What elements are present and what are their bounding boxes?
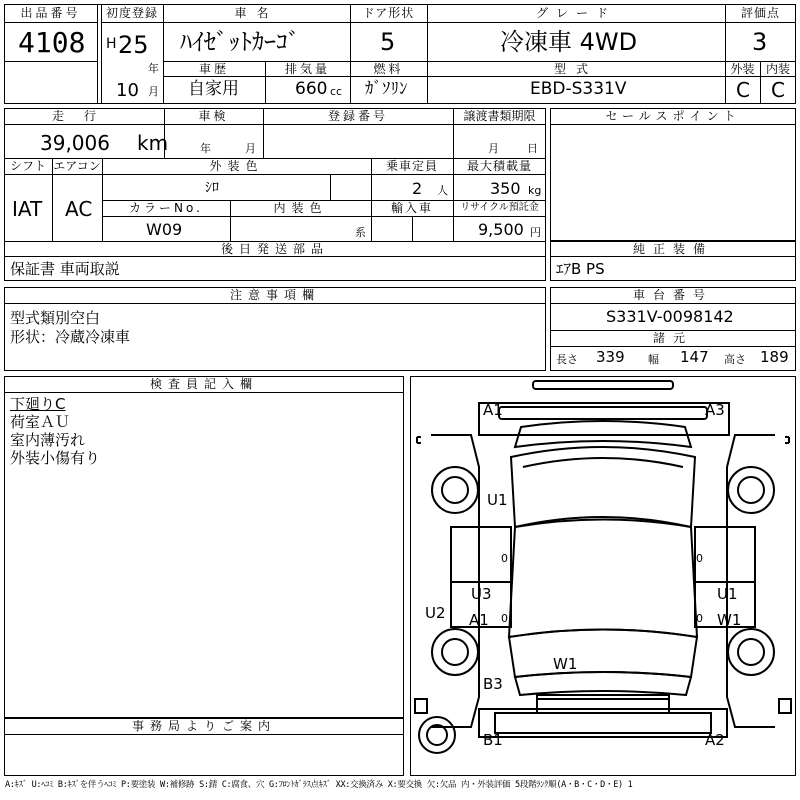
import-label: 輸入車 (390, 201, 433, 215)
mark-w1-center: W1 (553, 655, 578, 673)
caution-line-2: 形状：冷蔵冷凍車 (10, 328, 131, 346)
int-color-label: 内装色 (273, 201, 328, 215)
genuine-label: 純正装備 (632, 242, 713, 256)
parts-value: 保証書 車両取説 (10, 260, 120, 278)
shift-value: IAT (12, 197, 43, 221)
lot-number-label: 出品番号 (20, 6, 81, 20)
car-name-value: ﾊｲｾﾞｯﾄｶｰｺﾞ (180, 28, 300, 56)
load-label: 最大積載量 (466, 159, 532, 173)
legend-line: A:ｷｽﾞ U:ﾍｺﾐ B:ｷｽﾞを伴うﾍｺﾐ P:要塗装 W:補修跡 S:錆 C:腐食、穴 G:ﾌﾛﾝﾄｶﾞﾗｽ点ｷｽﾞ XX:交換済み X:要交換 欠:欠品 内・外装評価 5段階ﾗﾝｸ順(A・B・C・D・E) 1 (5, 780, 633, 790)
mark-a1-top: A1 (483, 401, 503, 419)
door-label: ドア形状 (362, 6, 415, 20)
office-label: 事務局よりご案内 (131, 719, 276, 733)
transfer-doc-label: 譲渡書類期限 (463, 109, 536, 123)
fuel-value: ｶﾞｿﾘﾝ (365, 79, 408, 99)
transfer-month-unit: 月 (488, 142, 499, 155)
model-label: 型式 (553, 62, 598, 76)
capacity-unit: 人 (437, 184, 448, 197)
parts-label: 後日発送部品 (220, 242, 329, 256)
mark-u1-right: U1 (717, 585, 738, 603)
genuine-value: ｴｱB PS (556, 260, 605, 278)
inspector-line-3: 室内薄汚れ (10, 431, 86, 449)
mark-w1-right: W1 (717, 611, 742, 629)
reg-no-label: 登録番号 (327, 109, 388, 123)
model-value: EBD-S331V (530, 79, 627, 99)
caution-label: 注意事項欄 (229, 288, 320, 302)
mark-a1-mid: A1 (469, 611, 489, 629)
color-no-label: カラーNo. (129, 201, 203, 215)
score-value: 3 (752, 28, 768, 56)
mark-b1: B1 (483, 731, 503, 749)
month-unit: 月 (148, 85, 159, 98)
ext-color-label: 外装色 (209, 159, 264, 173)
sales-label: セールスポイント (605, 109, 741, 123)
height-value: 189 (760, 348, 789, 366)
width-value: 147 (680, 348, 709, 366)
recycle-value: 9,500 (478, 220, 524, 239)
mark-b3: B3 (483, 675, 503, 693)
exterior-label: 外装 (730, 62, 755, 76)
displacement-unit: cc (330, 85, 343, 98)
history-value: 自家用 (188, 79, 239, 99)
caution-line-1: 型式類別空白 (10, 309, 101, 327)
door-value: 5 (380, 28, 396, 56)
inspection-year-unit: 年 (200, 142, 211, 155)
capacity-value: 2 (412, 179, 423, 198)
length-label: 長さ (556, 353, 578, 366)
displacement-label: 排気量 (284, 62, 330, 76)
transfer-day-unit: 日 (527, 142, 538, 155)
aircon-label: エアコン (53, 159, 101, 173)
aircon-value: AC (65, 197, 93, 221)
inspector-label: 検査員記入欄 (149, 377, 258, 391)
mark-a2: A2 (705, 731, 725, 749)
first-reg-label: 初度登録 (105, 6, 158, 20)
lot-number-value: 4108 (18, 26, 86, 59)
year-value: 25 (118, 31, 149, 59)
month-value: 10 (116, 80, 139, 101)
dims-label: 諸元 (652, 331, 693, 345)
load-value: 350 (490, 179, 521, 198)
inspection-month-unit: 月 (245, 142, 256, 155)
score-label: 評価点 (740, 6, 780, 20)
mark-u3: U3 (471, 585, 492, 603)
color-no-value: W09 (146, 220, 183, 239)
fuel-label: 燃料 (373, 62, 404, 76)
displacement-value: 660 (295, 79, 328, 99)
mileage-unit: km (137, 131, 169, 155)
car-name-label: 車名 (234, 6, 279, 20)
mark-u2: U2 (425, 604, 446, 622)
recycle-unit: 円 (530, 226, 541, 239)
grade-value: 冷凍車 4WD (500, 28, 638, 56)
recycle-label: リサイクル預託金 (460, 202, 539, 213)
mark-u1-left: U1 (487, 491, 508, 509)
zero-mark-4: 0 (696, 612, 703, 625)
zero-mark-3: 0 (501, 612, 508, 625)
load-unit: kg (528, 184, 542, 197)
exterior-value: C (736, 78, 750, 102)
car-diagram (410, 376, 796, 776)
mileage-label: 走行 (51, 109, 116, 123)
era-value: H (106, 36, 117, 52)
inspector-line-1: 下廻りC (10, 395, 66, 413)
int-color-unit: 系 (355, 226, 366, 239)
year-unit: 年 (148, 62, 159, 75)
shift-label: シフト (9, 159, 46, 173)
chassis-value: S331V-0098142 (606, 307, 734, 326)
interior-label: 内装 (765, 62, 790, 76)
length-value: 339 (596, 348, 625, 366)
chassis-label: 車台番号 (632, 288, 713, 302)
ext-color-value: ｼﾛ (205, 180, 219, 196)
width-label: 幅 (648, 353, 659, 366)
sales-point-block (550, 108, 796, 241)
capacity-label: 乗車定員 (385, 159, 438, 173)
car-outline-drawing (411, 377, 795, 775)
zero-mark-1: 0 (501, 552, 508, 565)
height-label: 高さ (724, 353, 746, 366)
zero-mark-2: 0 (696, 552, 703, 565)
interior-value: C (771, 78, 785, 102)
mark-a3: A3 (705, 401, 725, 419)
grade-label: グレード (535, 6, 616, 20)
mileage-value: 39,006 (40, 131, 110, 155)
inspector-line-2: 荷室ＡＵ (10, 413, 71, 431)
inspection-label: 車検 (198, 109, 229, 123)
history-label: 車歴 (198, 62, 229, 76)
inspector-line-4: 外装小傷有り (10, 449, 101, 467)
